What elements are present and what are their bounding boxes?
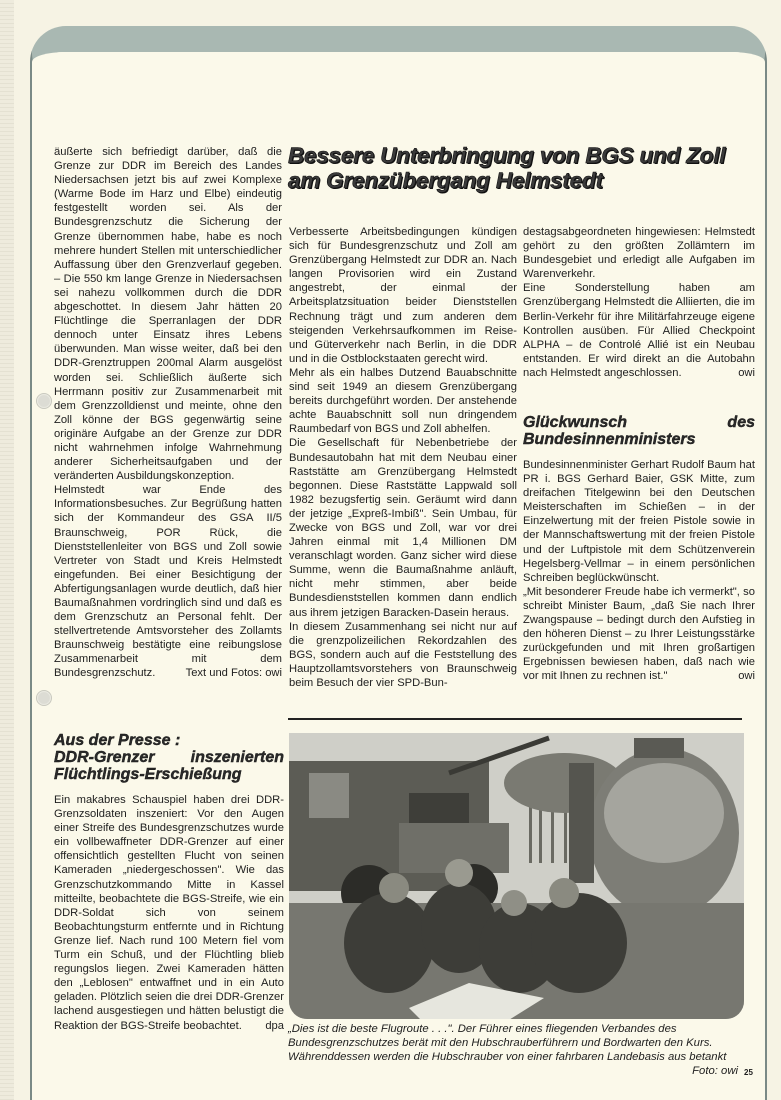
glueckwunsch-article	[523, 414, 755, 684]
photo-illustration	[289, 733, 744, 1019]
paragraph: In diesem Zusammenhang sei nicht nur auf die grenzpolizeilichen Rekordzahlen des BGS, sondern auch auf die Feststellung des Hauptzollamtsvorstehers von Braunschweig beim Besuch der vier SPD-Bun-	[289, 620, 517, 689]
paragraph: Ein makabres Schauspiel haben drei DDR-Grenzsoldaten inszeniert: Vor den Augen einer Streife des Bundesgrenzschutzes wurde ein vollbewaffneter DDR-Grenzer auf einer offensichtlich gestellten Flucht von seinen Kameraden „niedergeschossen". Wie das Grenzschutzkommando Mitte in Kassel mitteilte, beobachtete die BGS-Streife, wie ein DDR-Soldat sich von seinem Beobachtungsturm entfernte und in Richtung Grenze lief. Nach rund 100 Metern fiel vom Turm ein Schuß, und der Flüchtling blieb regungslos liegen. Zwei Kameraden hätten den „Leblosen" entwaffnet und in ein Auto geladen. Plötzlich seien die drei DDR-Grenzer lachend ausgestiegen und hätten belustigt die Reaktion der BGS-Streife beobachtet. dpa	[54, 794, 284, 1032]
left-column-article	[54, 145, 282, 681]
page-edge-left	[0, 0, 14, 1100]
paragraph: äußerte sich befriedigt darüber, daß die Grenze zur DDR im Bereich des Landes Niedersachsen jetzt bis auf zwei Komplexe (Warme Bode im Harz und Elbe) eindeutig festgestellt worden sei. Als der Bundesgrenzschutz die Sicherung der Grenze übernommen habe, habe es noch mehrere hundert Stellen mit unterschiedlicher Auffassung über den Grenzverlauf gegeben. – Die 550 km lange Grenze in Niedersachsen sei nahezu vollkommen durch die DDR abgeschottet. In diesem Jahr hätten 20 Flüchtlinge die Sperranlagen der DDR dennoch unter Einsatz ihres Lebens überwunden. Man wisse weiter, daß bei den DDR-Grenztruppen 200mal Alarm ausgelöst worden sei. Schließlich äußerte sich Herrmann positiv zur Zusammenarbeit mit dem Grenzzolldienst und meinte, ohne den Zoll könne der BGS gegenwärtig seine originäre Aufgabe an der Grenze zur DDR nicht wahrnehmen infolge Wahrnehmung anderer Sicherheitsaufgaben und der veränderten Ausbildungskonzeption.	[54, 146, 282, 483]
paragraph: „Mit besonderer Freude habe ich vermerkt", so schreibt Minister Baum, „daß Sie nach Ihrer Zwangspause – bedingt durch den Aufstieg in den höheren Dienst – zu Ihrer Leistungsstärke zurückgefunden und mit Ihren großartigen Ergebnissen bewiesen haben, daß nach wie vor mit Ihnen zu rechnen ist." owi	[523, 585, 755, 683]
headline-presse: DDR-Grenzer inszenierten Flüchtlings-Erschießung	[54, 749, 284, 783]
photo-credit: Foto: owi	[692, 1065, 738, 1077]
kicker-presse: Aus der Presse :	[54, 732, 181, 749]
paragraph: Verbesserte Arbeitsbedingungen kündigen sich für Bundesgrenzschutz und Zoll am Grenzübergang Helmstedt zur DDR an. Nach langen Provisorien wird ein Zustand angestrebt, der einmal der Arbeitsplatzsituation beider Dienststellen Rechnung trägt und zum anderen dem steigenden Verkehrsaufkommen im Reise- und Güterverkehr nach Berlin, in die DDR und in die Ostblockstaaten gerecht wird.	[289, 226, 517, 365]
signature: Text und Fotos: owi	[185, 667, 282, 680]
helmstedt-column-2	[523, 225, 755, 380]
photo-caption: „Dies ist die beste Flugroute . . .". Der Führer eines fliegenden Verbandes des Bundesgrenzschutzes berät mit den Hubschrauberführern und Bordwarten den Kurs. Währenddessen werden die Hubschrauber von einer fahrbaren Landebasis aus betankt	[288, 1023, 727, 1064]
helmstedt-column-1	[289, 225, 517, 690]
signature: owi	[738, 366, 755, 379]
paragraph: Mehr als ein halbes Dutzend Bauabschnitte sind seit 1949 an diesem Grenzübergang bereits durchgeführt worden. Der anstehende achte Bauabschnitt soll nun dringendem Raumbedarf von BGS und Zoll abhelfen.	[289, 366, 517, 436]
page-number: 25	[744, 1068, 753, 1077]
page-frame-inner	[32, 52, 765, 112]
paragraph: Bundesinnenminister Gerhart Rudolf Baum hat PR i. BGS Gerhard Baier, GSK Mitte, zum dreifachen Titelgewinn bei den Deutschen Meisterschaften im Schießen – in der Einzelwertung mit der freien Pistole sowie in der Mannschaftswertung mit der freien Pistole und der Luftpistole mit dem Schützenverein Hegelsberg-Vellmar – in einem persönlichen Schreiben beglückwünscht.	[523, 459, 755, 584]
punch-hole-icon	[36, 393, 52, 409]
presse-article	[54, 732, 284, 1033]
paragraph: Helmstedt war Ende des Informationsbesuches. Zur Begrüßung hatten sich der Kommandeur des GSA II/5 Braunschweig, POR Rück, die Dienststellenleiter von BGS und Zoll sowie Vertreter von Stadt und Kreis Helmstedt eingefunden. Bei einer Besichtigung der Abfertigungsanlagen wurde deutlich, daß hier Baumaßnahmen vordringlich sind und daß es dem Grenzschutz an Personal fehlt. Der stellvertretende Amtsvorsteher des Zollamts Braunschweig bestätigte eine reibungslose Zusammenarbeit mit dem Bundesgrenzschutz. Text und Fotos: owi	[54, 484, 282, 680]
paragraph: Eine Sonderstellung haben am Grenzübergang Helmstedt die Alliierten, die im Berlin-Verkehr für ihre Militärfahrzeuge eigene Kontrollen ausüben. Für Allied Checkpoint ALPHA – de Controlé Allié ist ein Neubau entstanden. Er wird direkt an die Autobahn nach Helmstedt angeschlossen. owi	[523, 282, 755, 379]
punch-hole-icon	[36, 690, 52, 706]
photo-helicopter-briefing	[289, 733, 744, 1019]
paragraph: destagsabgeordneten hingewiesen: Helmstedt gehört zu den größten Zollämtern im Bundesgebiet und erledigt alle Aufgaben im Warenverkehr.	[523, 226, 755, 281]
headline-helmstedt: Bessere Unterbringung von BGS und Zoll am Grenzübergang Helmstedt	[288, 143, 726, 193]
signature: dpa	[265, 1019, 284, 1032]
signature: owi	[738, 670, 755, 683]
paragraph: Die Gesellschaft für Nebenbetriebe der Bundesautobahn hat mit dem Neubau einer Raststätte am Grenzübergang Helmstedt begonnen. Diese Raststätte Lappwald soll 1982 bezugsfertig sein. Geräumt wird dann der jetzige „Expreß-Imbiß". Sein Umbau, für Zwecke von BGS und Zoll, war vor drei Jahren einmal mit 1,4 Millionen DM veranschlagt worden. Ganz sicher wird diese Summe, wenn die Baumaßnahme anläuft, nicht mehr stimmen, aber beide Bundesdienststellen kommen dann endlich aus ihrem jetzigen Baracken-Dasein heraus.	[289, 437, 517, 619]
section-divider	[288, 718, 742, 720]
headline-glueckwunsch: Glückwunsch des Bundesinnenministers	[523, 414, 755, 448]
